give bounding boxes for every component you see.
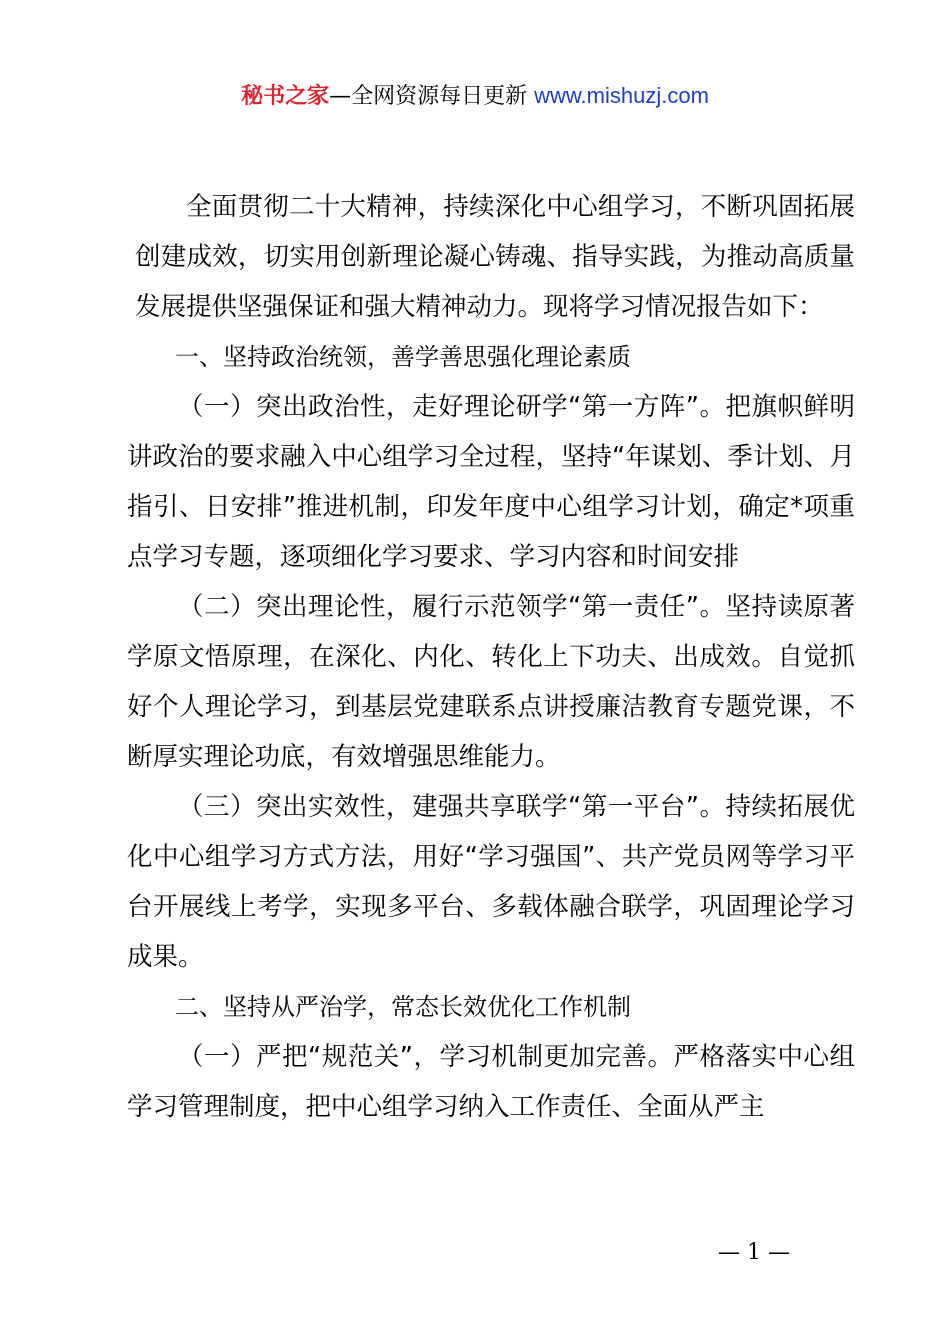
section-1-paragraph-1: （一）突出政治性，走好理论研学“第一方阵”。把旗帜鲜明讲政治的要求融入中心组学习全过程，坚持“年谋划、季计划、月指引、日安排”推进机制，印发年度中心组学习计划，确定*项重点学习专题，逐项细化学习要求、学习内容和时间安排	[127, 392, 855, 572]
section-2-title: 二、坚持从严治学，常态长效优化工作机制	[175, 993, 631, 1021]
intro-paragraph: 全面贯彻二十大精神，持续深化中心组学习，不断巩固拓展创建成效，切实用创新理论凝心铸魂、指导实践，为推动高质量发展提供坚强保证和强大精神动力。现将学习情况报告如下：	[135, 192, 855, 322]
section-1-paragraph-2: （二）突出理论性，履行示范领学“第一责任”。坚持读原著学原文悟原理，在深化、内化、转化上下功夫、出成效。自觉抓好个人理论学习，到基层党建联系点讲授廉洁教育专题党课，不断厚实理论功底，有效增强思维能力。	[127, 592, 855, 772]
section-1-title: 一、坚持政治统领，善学善思强化理论素质	[175, 343, 631, 371]
brand-name: 秘书之家	[241, 84, 330, 109]
section-1-paragraph-3: （三）突出实效性，建强共享联学“第一平台”。持续拓展优化中心组学习方式方法，用好“学习强国”、共产党员网等学习平台开展线上考学，实现多平台、多载体融合联学，巩固理论学习成果。	[127, 792, 855, 972]
section-2-paragraph-1: （一）严把“规范关”，学习机制更加完善。严格落实中心组学习管理制度，把中心组学习纳入工作责任、全面从严主	[127, 1042, 855, 1122]
page-number: — 1 —	[718, 1240, 790, 1265]
header-url[interactable]: www.mishuzj.com	[534, 83, 709, 108]
site-header	[0, 80, 950, 113]
document-body	[127, 182, 855, 1132]
header-tagline: —全网资源每日更新	[329, 84, 528, 109]
